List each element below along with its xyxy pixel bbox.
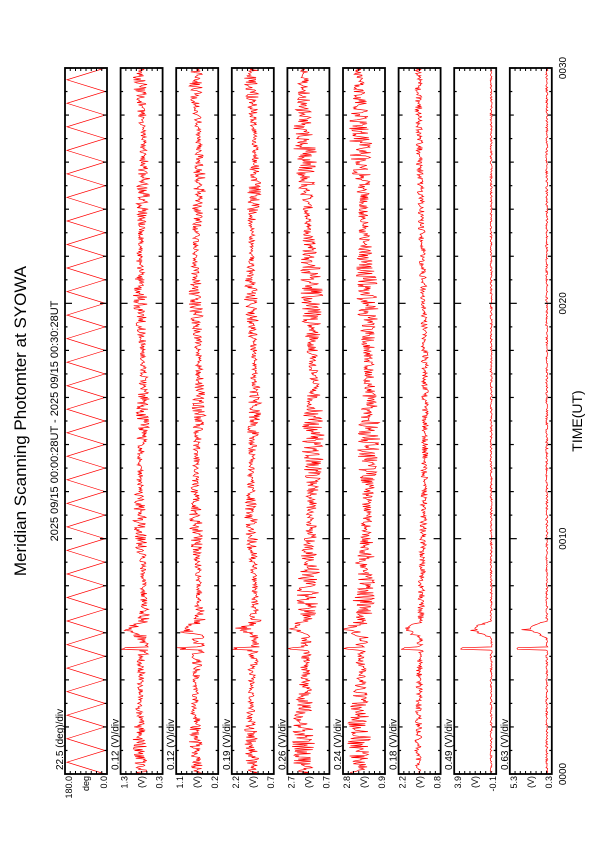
panel-trace: [121, 68, 149, 774]
panel-6: [333, 68, 387, 789]
panel-3: [166, 68, 220, 789]
time-range: 2025 09/15 00:00:28UT - 2025 09/15 00:30:28UT: [49, 300, 61, 542]
panel-ymax-label: 2.2: [397, 776, 408, 789]
figure-title: Meridian Scanning Photomter at SYOWA: [11, 265, 30, 577]
x-tick-label: 0030: [557, 56, 569, 80]
x-tick-label: 0010: [557, 527, 569, 550]
panel-ymax-label: 2.7: [286, 776, 297, 789]
panel-frame: [454, 68, 496, 774]
panel-unit-label: deg: [81, 776, 91, 792]
panel-unit-label: (V): [470, 776, 481, 788]
panel-unit-label: (V): [247, 776, 258, 788]
panel-unit-label: (V): [303, 776, 314, 788]
panel-9: [500, 68, 554, 789]
panel-scale-label: 0.18 (V)/div: [388, 718, 400, 770]
panel-ymax-label: 2.2: [230, 776, 241, 789]
panel-scale-label: 0.26 (V)/div: [277, 718, 289, 770]
panel-scale-label: 0.12 (V)/div: [110, 718, 122, 770]
panel-trace: [233, 68, 262, 774]
panel-scale-label: 0.49 (V)/div: [444, 718, 456, 770]
panel-ymin-label: 0.3: [543, 776, 554, 789]
panel-ymin-label: 0.3: [154, 776, 165, 789]
panel-1: [55, 68, 109, 799]
panel-ymin-label: 0.8: [432, 776, 443, 789]
panel-ymin-label: 0.9: [377, 776, 387, 789]
panel-trace: [461, 68, 492, 774]
panel-scale-label: 0.12 (V)/div: [166, 718, 178, 770]
x-tick-label: 0000: [557, 762, 569, 786]
panel-unit-label: (V): [192, 776, 203, 788]
panel-4: [222, 68, 276, 789]
panel-unit-label: (V): [414, 776, 425, 788]
panel-scale-label: 0.24 (V)/div: [333, 718, 344, 770]
panel-5: [277, 68, 331, 789]
panel-scale-label: 22.5 (deg)/div: [55, 708, 66, 770]
panel-scale-label: 0.19 (V)/div: [221, 718, 233, 770]
panel-ymax-label: 5.3: [508, 776, 519, 789]
panel-unit-label: (V): [136, 776, 147, 788]
panel-ymax-label: 2.8: [342, 776, 352, 789]
panel-frame: [65, 68, 107, 774]
panel-trace: [177, 68, 206, 774]
panel-ymax-label: 3.9: [453, 776, 464, 789]
panel-ymin-label: -0.1: [488, 776, 499, 792]
panel-trace: [288, 68, 324, 774]
panel-ymax-label: 1.3: [119, 776, 130, 789]
panel-7: [389, 68, 443, 789]
panel-unit-label: (V): [525, 776, 536, 788]
panel-ymin-label: 0.2: [210, 776, 221, 789]
panel-ymin-label: 0.7: [321, 776, 332, 789]
panel-ymin-label: 0.0: [99, 776, 109, 789]
panel-unit-label: (V): [359, 776, 369, 788]
x-axis-label: TIME(UT): [569, 390, 585, 452]
panel-ymin-label: 0.7: [265, 776, 276, 789]
panel-trace: [517, 68, 548, 774]
panel-frame: [399, 68, 441, 774]
panel-trace: [67, 68, 105, 774]
panel-8: [444, 68, 498, 792]
panel-trace: [401, 68, 428, 774]
panel-ymax-label: 1.1: [175, 776, 186, 789]
panel-scale-label: 0.63 (V)/div: [499, 718, 511, 770]
panel-2: [111, 68, 165, 789]
panel-ymax-label: 180.0: [64, 776, 74, 799]
panel-trace: [344, 68, 380, 774]
panel-frame: [287, 68, 329, 774]
x-tick-label: 0020: [557, 292, 569, 315]
